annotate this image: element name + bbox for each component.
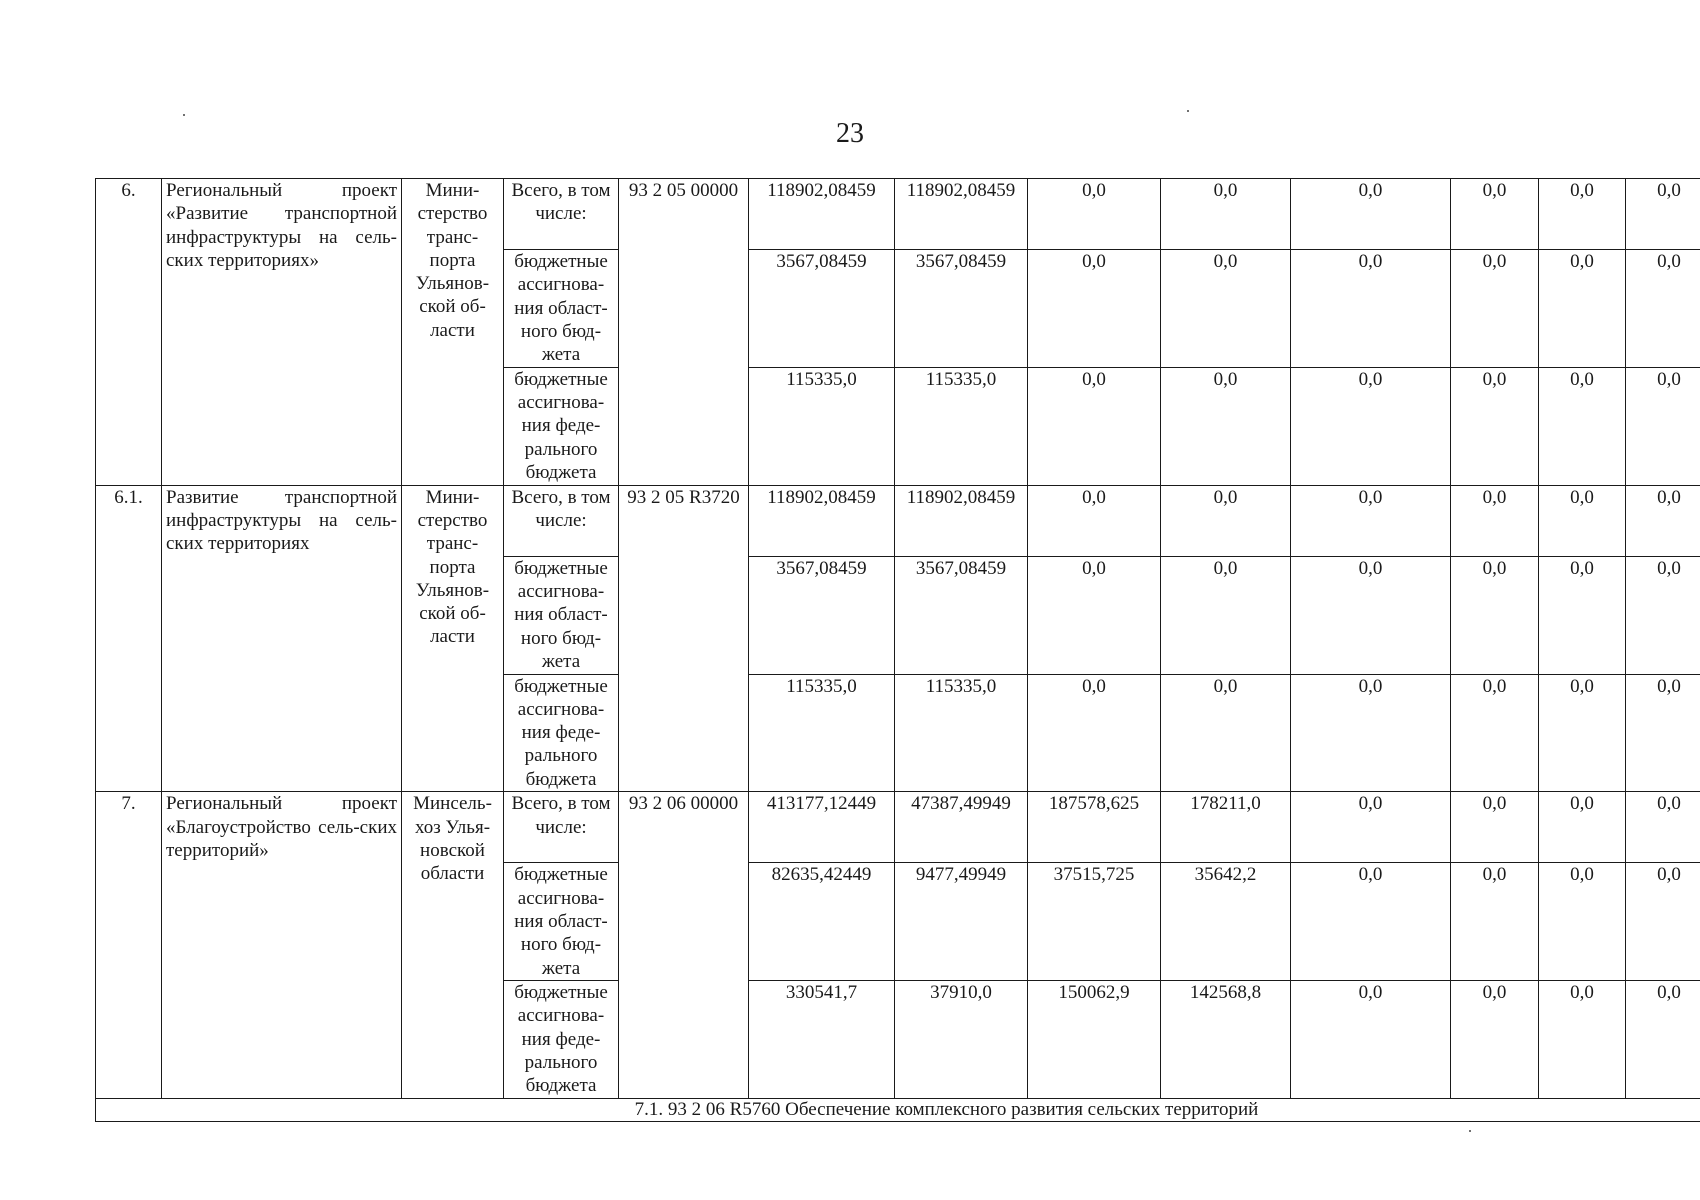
funding-source: Всего, в том числе: xyxy=(504,485,619,556)
section-number: 6. xyxy=(96,179,162,486)
section-number: 6.1. xyxy=(96,485,162,792)
funding-source: Всего, в том числе: xyxy=(504,792,619,863)
table-row xyxy=(96,485,1700,556)
value-cell: 118902,08459 xyxy=(749,485,895,556)
budget-table xyxy=(95,178,1700,1122)
value-cell: 0,0 xyxy=(1626,485,1700,556)
value-cell: 0,0 xyxy=(1539,485,1626,556)
value-cell: 0,0 xyxy=(1539,367,1626,485)
value-cell: 118902,08459 xyxy=(749,179,895,250)
value-cell: 0,0 xyxy=(1161,250,1291,368)
value-cell: 115335,0 xyxy=(895,367,1028,485)
value-cell: 413177,12449 xyxy=(749,792,895,863)
value-cell: 0,0 xyxy=(1451,863,1539,981)
value-cell: 0,0 xyxy=(1291,674,1451,792)
value-cell: 47387,49949 xyxy=(895,792,1028,863)
table-row xyxy=(96,179,1700,250)
value-cell: 0,0 xyxy=(1539,179,1626,250)
value-cell: 0,0 xyxy=(1451,556,1539,674)
funding-source: Всего, в том числе: xyxy=(504,179,619,250)
value-cell: 0,0 xyxy=(1539,250,1626,368)
funding-source: бюджетные ассигнова-ния феде-рального бюджета xyxy=(504,674,619,792)
responsible-org: Мини-стерство транс-порта Ульянов-ской об-ласти xyxy=(402,485,504,792)
value-cell: 3567,08459 xyxy=(749,556,895,674)
value-cell: 3567,08459 xyxy=(749,250,895,368)
value-cell: 0,0 xyxy=(1291,250,1451,368)
value-cell: 0,0 xyxy=(1626,250,1700,368)
value-cell: 115335,0 xyxy=(895,674,1028,792)
value-cell: 0,0 xyxy=(1451,485,1539,556)
value-cell: 0,0 xyxy=(1451,250,1539,368)
scan-speck xyxy=(1469,1130,1471,1132)
value-cell: 0,0 xyxy=(1028,556,1161,674)
table-row xyxy=(96,792,1700,863)
funding-source: бюджетные ассигнова-ния област-ного бюд-жета xyxy=(504,863,619,981)
section-name: Развитие транспортной инфраструктуры на сель-ских территориях xyxy=(162,485,402,792)
value-cell: 35642,2 xyxy=(1161,863,1291,981)
value-cell: 115335,0 xyxy=(749,674,895,792)
value-cell: 142568,8 xyxy=(1161,981,1291,1099)
funding-source: бюджетные ассигнова-ния област-ного бюд-жета xyxy=(504,556,619,674)
value-cell: 37515,725 xyxy=(1028,863,1161,981)
value-cell: 0,0 xyxy=(1539,981,1626,1099)
scan-speck xyxy=(1187,110,1189,112)
value-cell: 0,0 xyxy=(1451,674,1539,792)
section-name: Региональный проект «Благоустройство сель-ских территорий» xyxy=(162,792,402,1099)
value-cell: 0,0 xyxy=(1161,674,1291,792)
value-cell: 0,0 xyxy=(1626,556,1700,674)
responsible-org: Минсель-хоз Улья-новской области xyxy=(402,792,504,1099)
value-cell: 0,0 xyxy=(1291,863,1451,981)
value-cell: 0,0 xyxy=(1161,556,1291,674)
funding-source: бюджетные ассигнова-ния област-ного бюд-жета xyxy=(504,250,619,368)
value-cell: 0,0 xyxy=(1539,674,1626,792)
budget-code: 93 2 05 R3720 xyxy=(619,485,749,792)
section-number: 7. xyxy=(96,792,162,1099)
value-cell: 118902,08459 xyxy=(895,485,1028,556)
section-name: Региональный проект «Развитие транспортной инфраструктуры на сель-ских территориях» xyxy=(162,179,402,486)
value-cell: 0,0 xyxy=(1451,981,1539,1099)
value-cell: 150062,9 xyxy=(1028,981,1161,1099)
value-cell: 0,0 xyxy=(1291,981,1451,1099)
value-cell: 3567,08459 xyxy=(895,250,1028,368)
budget-code: 93 2 05 00000 xyxy=(619,179,749,486)
value-cell: 0,0 xyxy=(1539,792,1626,863)
subsection-title: 7.1. 93 2 06 R5760 Обеспечение комплексного развития сельских территорий xyxy=(96,1098,1700,1121)
responsible-org: Мини-стерство транс-порта Ульянов-ской об-ласти xyxy=(402,179,504,486)
funding-source: бюджетные ассигнова-ния феде-рального бюджета xyxy=(504,367,619,485)
value-cell: 0,0 xyxy=(1451,792,1539,863)
value-cell: 0,0 xyxy=(1539,556,1626,674)
table-body xyxy=(96,179,1700,1122)
value-cell: 187578,625 xyxy=(1028,792,1161,863)
value-cell: 0,0 xyxy=(1028,179,1161,250)
value-cell: 0,0 xyxy=(1161,485,1291,556)
value-cell: 0,0 xyxy=(1028,674,1161,792)
funding-source: бюджетные ассигнова-ния феде-рального бюджета xyxy=(504,981,619,1099)
value-cell: 0,0 xyxy=(1028,250,1161,368)
value-cell: 0,0 xyxy=(1291,485,1451,556)
value-cell: 0,0 xyxy=(1626,179,1700,250)
value-cell: 0,0 xyxy=(1291,179,1451,250)
footer-row xyxy=(96,1098,1700,1121)
budget-code: 93 2 06 00000 xyxy=(619,792,749,1099)
scan-speck xyxy=(183,114,185,116)
value-cell: 0,0 xyxy=(1626,674,1700,792)
value-cell: 115335,0 xyxy=(749,367,895,485)
value-cell: 0,0 xyxy=(1028,485,1161,556)
value-cell: 9477,49949 xyxy=(895,863,1028,981)
value-cell: 0,0 xyxy=(1291,556,1451,674)
value-cell: 0,0 xyxy=(1028,367,1161,485)
value-cell: 0,0 xyxy=(1626,863,1700,981)
value-cell: 0,0 xyxy=(1161,179,1291,250)
value-cell: 118902,08459 xyxy=(895,179,1028,250)
value-cell: 37910,0 xyxy=(895,981,1028,1099)
value-cell: 82635,42449 xyxy=(749,863,895,981)
value-cell: 0,0 xyxy=(1161,367,1291,485)
value-cell: 330541,7 xyxy=(749,981,895,1099)
value-cell: 0,0 xyxy=(1451,179,1539,250)
value-cell: 0,0 xyxy=(1626,792,1700,863)
value-cell: 0,0 xyxy=(1451,367,1539,485)
page-number: 23 xyxy=(836,118,864,149)
value-cell: 0,0 xyxy=(1626,981,1700,1099)
value-cell: 0,0 xyxy=(1626,367,1700,485)
value-cell: 178211,0 xyxy=(1161,792,1291,863)
value-cell: 0,0 xyxy=(1291,792,1451,863)
value-cell: 3567,08459 xyxy=(895,556,1028,674)
value-cell: 0,0 xyxy=(1291,367,1451,485)
value-cell: 0,0 xyxy=(1539,863,1626,981)
